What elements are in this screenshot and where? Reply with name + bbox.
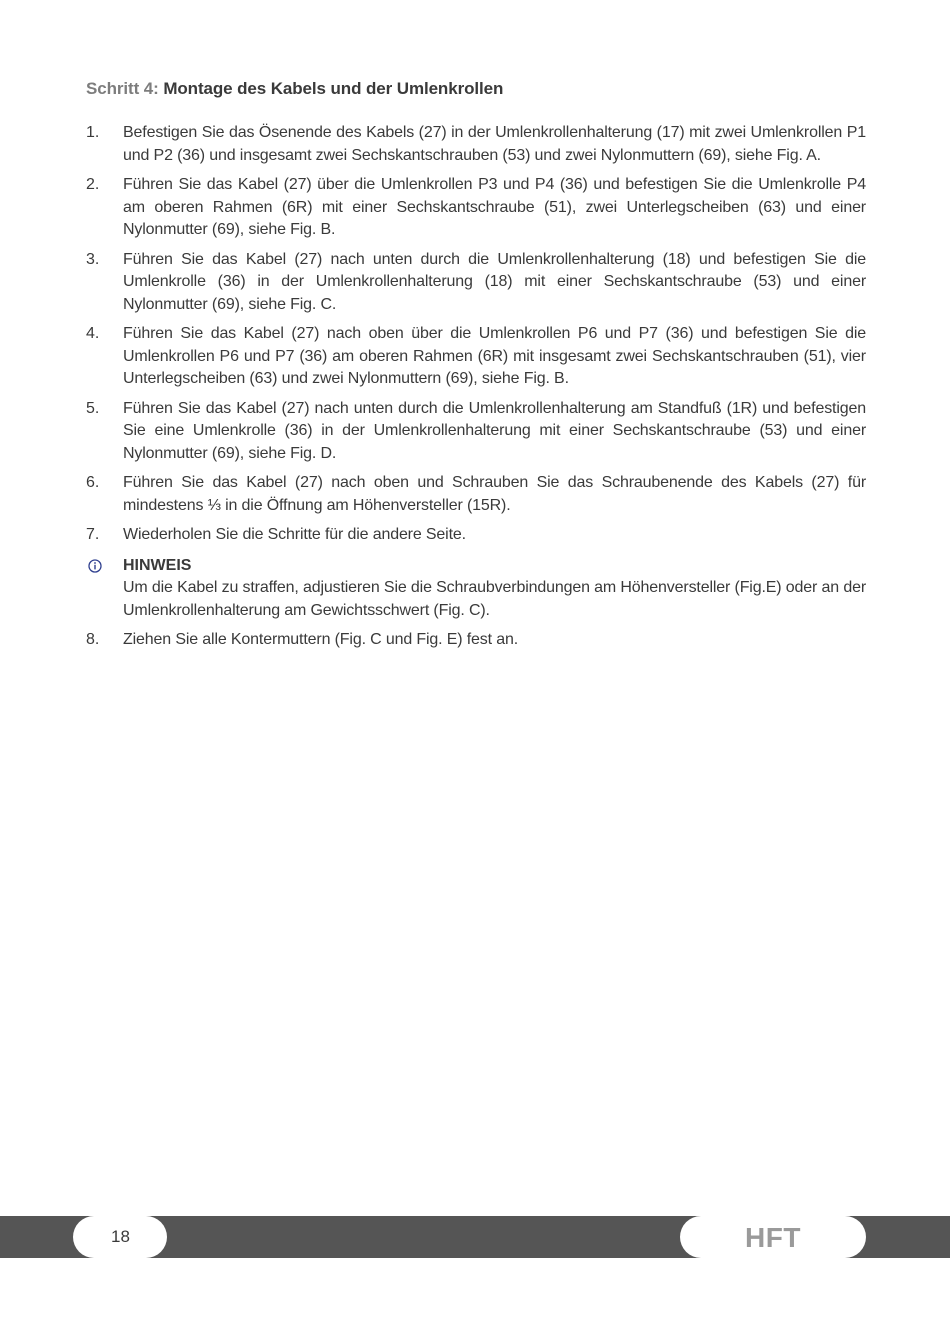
item-text: Führen Sie das Kabel (27) nach unten durch die Umlenkrollenhalterung (18) und befestigen Sie die Umlenkrolle (36) in der Umlenkrollenhalterung (18) mit einer Sechskantschraube (53) und einer Nylonmutter (69), siehe Fig. C. [123, 250, 866, 313]
list-item [86, 629, 866, 652]
item-text: Führen Sie das Kabel (27) über die Umlenkrollen P3 und P4 (36) und befestigen Sie die Umlenkrolle P4 am oberen Rahmen (6R) mit einer Sechskantschraube (51), zwei Unterlegscheiben (63) und einer Nylonmutter (69), siehe Fig. B. [123, 176, 866, 238]
item-number: 7. [86, 526, 100, 543]
item-text: Führen Sie das Kabel (27) nach unten durch die Umlenkrollenhalterung am Standfuß (1R) und befestigen Sie eine Umlenkrolle (36) in der Umlenkrollenhalterung mit einer Sechskantschraube (53) und einer Nylonmutter (69), siehe Fig. D. [123, 399, 866, 462]
list-item [86, 122, 866, 167]
item-number: 6. [86, 474, 100, 491]
list-item [86, 249, 866, 317]
list-item [86, 524, 866, 547]
list-item [86, 174, 866, 242]
section-heading [86, 79, 503, 99]
step-title: Montage des Kabels und der Umlenkrollen [163, 79, 504, 98]
item-number: 8. [86, 631, 100, 648]
item-number: 1. [86, 124, 100, 141]
list-item [86, 398, 866, 466]
instruction-list [86, 122, 866, 659]
item-text: Wiederholen Sie die Schritte für die andere Seite. [123, 526, 466, 543]
list-item [86, 323, 866, 391]
note-text: Um die Kabel zu straffen, adjustieren Sie die Schraubverbindungen am Höhenversteller (Fig.E) oder an der Umlenkrollenhalterung am Gewichtsschwert (Fig. C). [123, 579, 866, 619]
list-item [86, 472, 866, 517]
item-number: 2. [86, 176, 100, 193]
brand-logo: HFT [745, 1222, 801, 1253]
item-text: Ziehen Sie alle Kontermuttern (Fig. C und Fig. E) fest an. [123, 631, 519, 648]
info-icon [88, 559, 102, 573]
note-box [86, 555, 866, 623]
step-label: Schritt 4: [86, 79, 159, 98]
item-text: Führen Sie das Kabel (27) nach oben und Schrauben Sie das Schraubenende des Kabels (27) für mindestens ⅓ in die Öffnung am Höhenversteller (15R). [123, 474, 866, 514]
item-number: 3. [86, 250, 100, 268]
note-title: HINWEIS [123, 556, 192, 574]
item-number: 4. [86, 325, 100, 342]
page-number: 18 [111, 1227, 130, 1246]
item-number: 5. [86, 399, 100, 417]
item-text: Befestigen Sie das Ösenende des Kabels (27) in der Umlenkrollenhalterung (17) mit zwei Umlenkrollen P1 und P2 (36) und insgesamt zwei Sechskantschrauben (53) und zwei Nylonmuttern (69), siehe Fig. A. [123, 124, 866, 164]
item-text: Führen Sie das Kabel (27) nach oben über die Umlenkrollen P6 und P7 (36) und befestigen Sie die Umlenkrollen P6 und P7 (36) am oberen Rahmen (6R) mit insgesamt zwei Sechskantschrauben (51), vier Unterlegscheiben (63) und zwei Nylonmuttern (69), siehe Fig. B. [123, 325, 866, 387]
